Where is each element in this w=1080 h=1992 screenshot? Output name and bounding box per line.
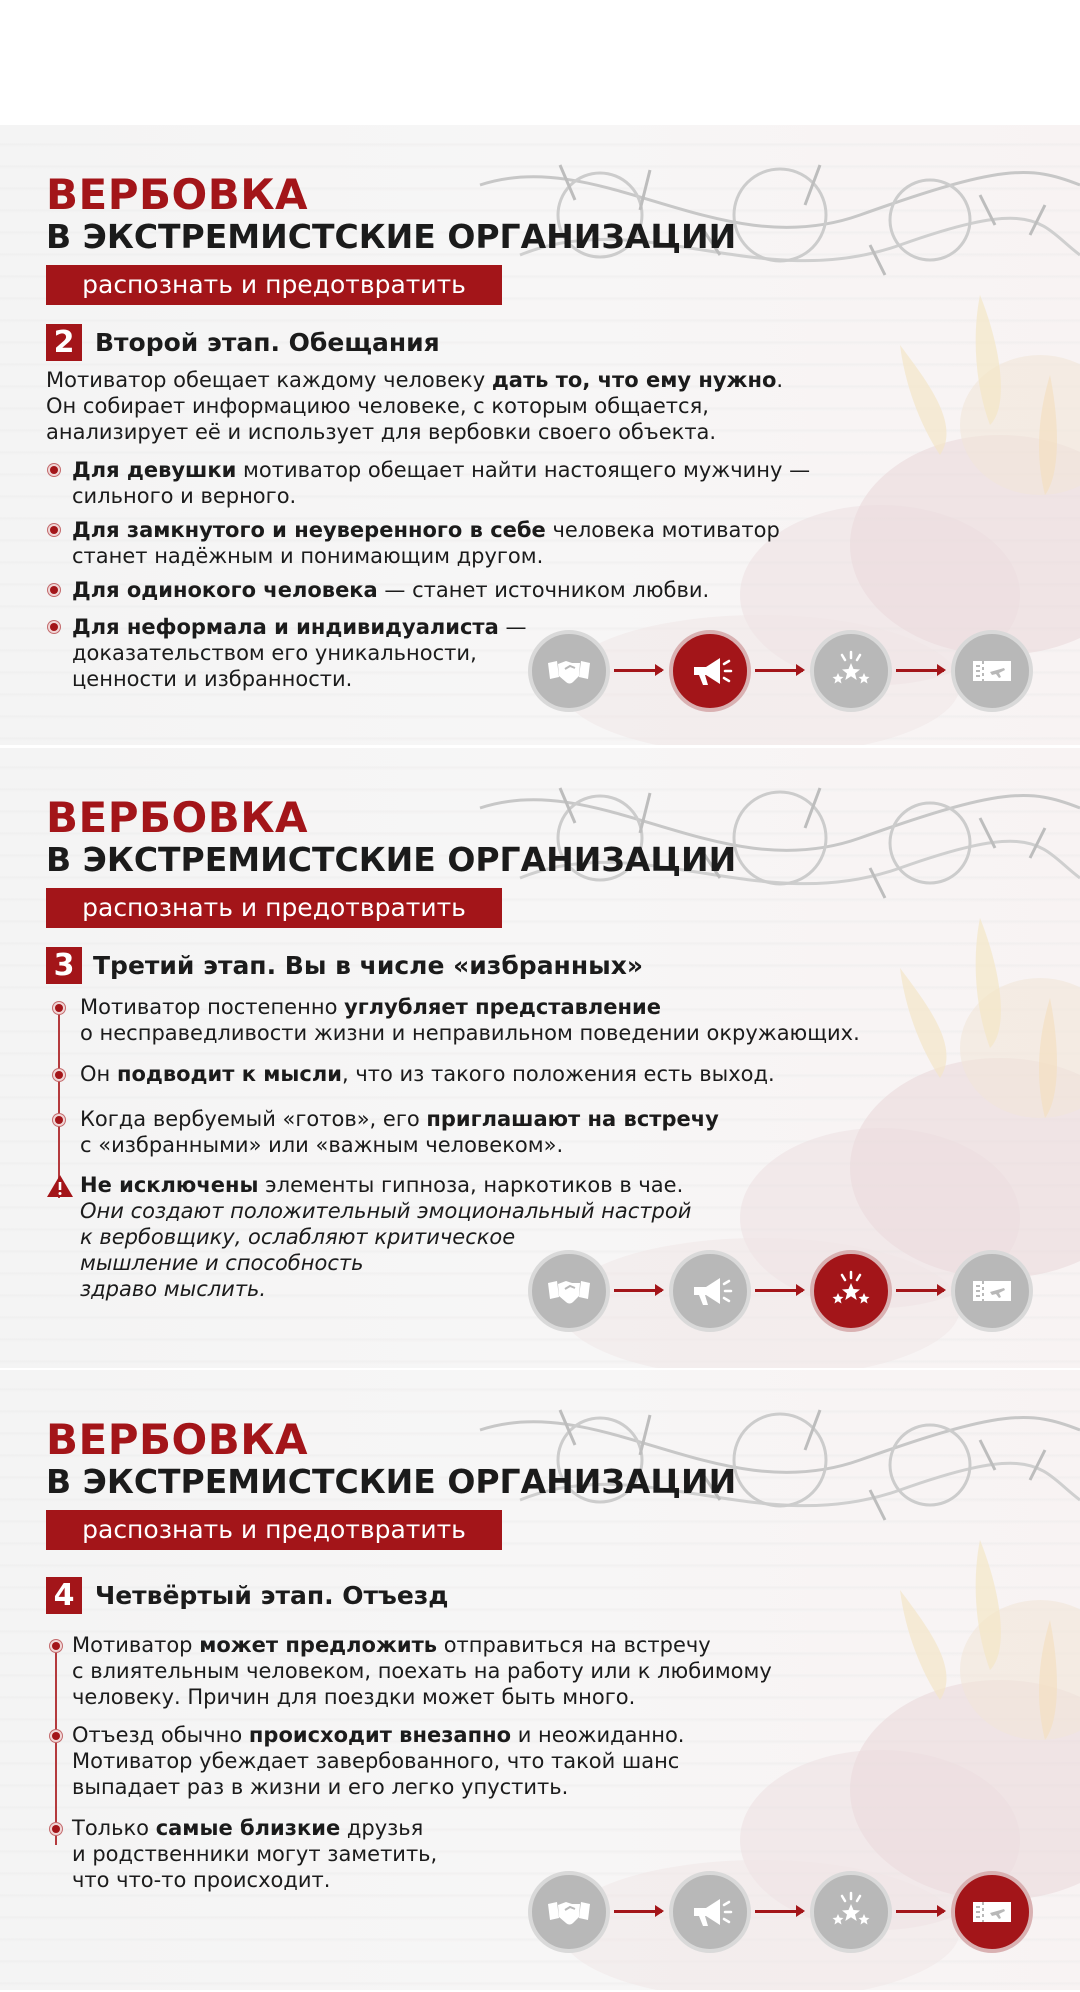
warning-text: Не исключены элементы гипноза, наркотиков в чае. — [80, 1173, 684, 1197]
intro-line-3: анализирует её и использует для вербовки своего объекта. — [46, 420, 717, 444]
card-stage-2 — [0, 125, 1080, 745]
tag-label: распознать и предотвратить — [46, 888, 502, 928]
stage-4-ticket-icon — [951, 1250, 1033, 1332]
arrow-icon — [755, 1289, 803, 1292]
bullet-icon — [55, 1116, 63, 1124]
bullet-icon — [55, 1071, 63, 1079]
list-item: Он подводит к мысли, что из такого положения есть выход. — [80, 1062, 775, 1086]
step-number: 4 — [46, 1577, 82, 1614]
warning-italic-line-4: здраво мыслить. — [80, 1277, 267, 1301]
stage-3-stars-icon — [810, 1250, 892, 1332]
bullet-icon — [50, 623, 58, 631]
list-item: Для одинокого человека — станет источником любви. — [72, 578, 710, 602]
warning-italic-line-1: Они создают положительный эмоциональный настрой — [80, 1199, 692, 1223]
title-subtitle: В ЭКСТРЕМИСТСКИЕ ОРГАНИЗАЦИИ — [46, 217, 737, 256]
title-main: ВЕРБОВКА — [46, 1415, 309, 1464]
stage-2-megaphone-icon — [669, 1250, 751, 1332]
stage-3-stars-icon — [810, 630, 892, 712]
arrow-icon — [614, 1910, 662, 1913]
list-item: Мотиватор постепенно углубляет представление — [80, 995, 661, 1019]
step-title: Второй этап. Обещания — [95, 328, 440, 357]
list-item-line-2: доказательством его уникальности, — [72, 641, 477, 665]
list-item-line-3: человеку. Причин для поездки может быть много. — [72, 1685, 636, 1709]
list-item: Мотиватор может предложить отправиться на встречу — [72, 1633, 711, 1657]
stage-2-megaphone-icon — [669, 1871, 751, 1953]
list-item-line-2: Мотиватор убеждает завербованного, что такой шанс — [72, 1749, 680, 1773]
bullet-icon — [52, 1642, 60, 1650]
stage-4-ticket-icon — [951, 630, 1033, 712]
list-item-line-2: о несправедливости жизни и неправильном поведении окружающих. — [80, 1021, 860, 1045]
timeline-line — [58, 1008, 60, 1198]
arrow-icon — [896, 1289, 944, 1292]
list-item-line-2: с влиятельным человеком, поехать на работу или к любимому — [72, 1659, 772, 1683]
list-item-line-2: сильного и верного. — [72, 484, 297, 508]
stage-2-megaphone-icon — [669, 630, 751, 712]
list-item: Для замкнутого и неуверенного в себе человека мотиватор — [72, 518, 780, 542]
step-title: Третий этап. Вы в числе «избранных» — [93, 951, 643, 980]
stage-1-handshake-icon — [528, 1871, 610, 1953]
list-item: Для девушки мотиватор обещает найти настоящего мужчину — — [72, 458, 811, 482]
arrow-icon — [896, 669, 944, 672]
warning-icon — [46, 1174, 74, 1198]
list-item-line-2: станет надёжным и понимающим другом. — [72, 544, 544, 568]
arrow-icon — [755, 669, 803, 672]
title-subtitle: В ЭКСТРЕМИСТСКИЕ ОРГАНИЗАЦИИ — [46, 1462, 737, 1501]
stage-4-ticket-icon — [951, 1871, 1033, 1953]
list-item: Для неформала и индивидуалиста — — [72, 615, 527, 639]
list-item-line-3: выпадает раз в жизни и его легко упустить. — [72, 1775, 569, 1799]
card-stage-4 — [0, 1370, 1080, 1990]
intro-line-2: Он собирает информациюо человеке, с которым общается, — [46, 394, 709, 418]
stage-3-stars-icon — [810, 1871, 892, 1953]
tag-label: распознать и предотвратить — [46, 1510, 502, 1550]
stage-progress — [528, 1250, 1038, 1340]
title-main: ВЕРБОВКА — [46, 170, 309, 219]
stage-progress — [528, 1871, 1038, 1961]
list-item: Только самые близкие друзья — [72, 1816, 424, 1840]
step-title: Четвёртый этап. Отъезд — [95, 1581, 449, 1610]
arrow-icon — [896, 1910, 944, 1913]
step-number: 2 — [46, 324, 82, 361]
bullet-icon — [50, 466, 58, 474]
bullet-icon — [52, 1825, 60, 1833]
list-item-line-3: что что-то происходит. — [72, 1868, 331, 1892]
stage-1-handshake-icon — [528, 630, 610, 712]
warning-italic-line-2: к вербовщику, ослабляют критическое — [80, 1225, 516, 1249]
stage-progress — [528, 630, 1038, 720]
list-item-line-2: с «избранными» или «важным человеком». — [80, 1133, 564, 1157]
title-subtitle: В ЭКСТРЕМИСТСКИЕ ОРГАНИЗАЦИИ — [46, 840, 737, 879]
list-item: Отъезд обычно происходит внезапно и неожиданно. — [72, 1723, 685, 1747]
list-item-line-3: ценности и избранности. — [72, 667, 353, 691]
timeline-line — [55, 1645, 57, 1845]
list-item: Когда вербуемый «готов», его приглашают на встречу — [80, 1107, 719, 1131]
arrow-icon — [614, 1289, 662, 1292]
title-main: ВЕРБОВКА — [46, 793, 309, 842]
bullet-icon — [52, 1732, 60, 1740]
arrow-icon — [614, 669, 662, 672]
bullet-icon — [55, 1004, 63, 1012]
card-stage-3 — [0, 748, 1080, 1368]
warning-italic-line-3: мышление и способность — [80, 1251, 364, 1275]
bullet-icon — [50, 526, 58, 534]
step-number: 3 — [46, 947, 82, 984]
arrow-icon — [755, 1910, 803, 1913]
stage-1-handshake-icon — [528, 1250, 610, 1332]
bullet-icon — [50, 586, 58, 594]
intro-line-1: Мотиватор обещает каждому человеку дать то, что ему нужно. — [46, 368, 784, 392]
tag-label: распознать и предотвратить — [46, 265, 502, 305]
list-item-line-2: и родственники могут заметить, — [72, 1842, 438, 1866]
